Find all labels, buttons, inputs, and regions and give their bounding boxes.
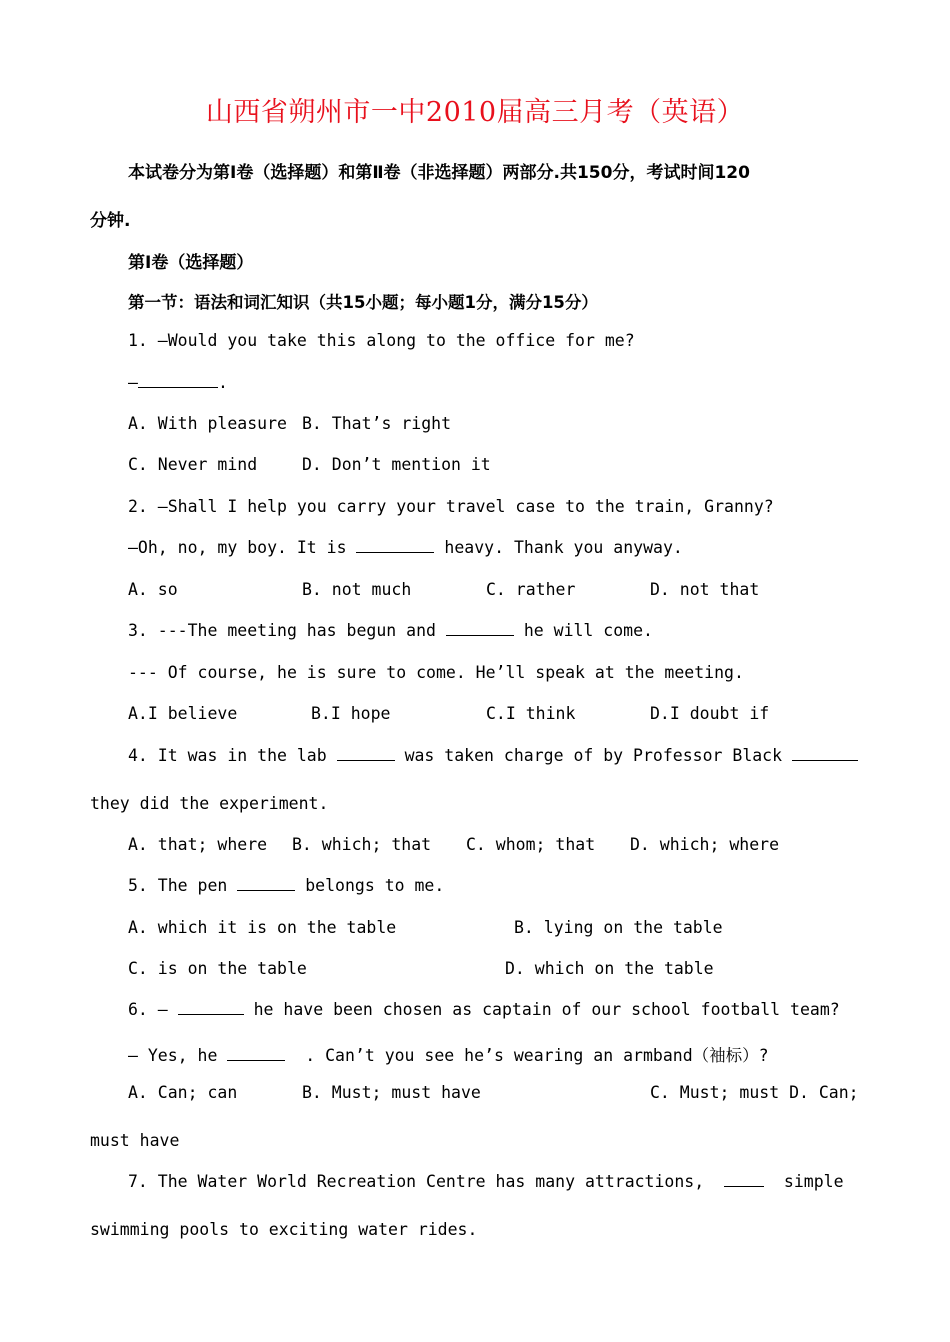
q5-option-a: A. which it is on the table (128, 918, 397, 937)
q2-option-c: C. rather (486, 580, 576, 599)
q2-option-a: A. so (128, 580, 178, 599)
part1-heading: 第Ⅰ卷（选择题） (128, 253, 254, 273)
q4-option-d: D. which; where (630, 835, 780, 854)
q2-reply: —Oh, no, my boy. It is heavy. Thank you anyway. (128, 538, 683, 557)
answer-blank (138, 373, 218, 388)
q6-reply: — Yes, he . Can’t you see he’s wearing an armband（袖标）? (128, 1046, 769, 1065)
q5-option-d: D. which on the table (505, 959, 714, 978)
q1-stem: 1. —Would you take this along to the office for me? (128, 331, 635, 350)
answer-blank (356, 538, 434, 553)
q6-option-d-cont: must have (90, 1131, 180, 1150)
intro-line-2: 分钟. (90, 211, 131, 231)
answer-blank (227, 1046, 285, 1061)
q6-stem: 6. — he have been chosen as captain of our school football team? (128, 1000, 840, 1019)
q6-option-b: B. Must; must have (302, 1083, 481, 1102)
q4-stem-cont: they did the experiment. (90, 794, 329, 813)
q3-option-b: B.I hope (311, 704, 391, 723)
q1-reply: — . (128, 373, 228, 392)
q2-option-d: D. not that (650, 580, 760, 599)
q3-option-d: D.I doubt if (650, 704, 770, 723)
page-title: 山西省朔州市一中2010届高三月考（英语） (205, 97, 745, 128)
q5-option-c: C. is on the table (128, 959, 307, 978)
q4-option-b: B. which; that (292, 835, 432, 854)
intro-line-1: 本试卷分为第Ⅰ卷（选择题）和第Ⅱ卷（非选择题）两部分.共150分，考试时间120 (128, 163, 750, 183)
q6-option-a: A. Can; can (128, 1083, 238, 1102)
q3-reply: --- Of course, he is sure to come. He’ll speak at the meeting. (128, 663, 744, 682)
answer-blank (792, 746, 858, 761)
answer-blank (178, 1000, 244, 1015)
answer-blank (446, 621, 514, 636)
q3-option-c: C.I think (486, 704, 576, 723)
q6-option-c-d: C. Must; must D. Can; (650, 1083, 859, 1102)
q2-stem: 2. —Shall I help you carry your travel case to the train, Granny? (128, 497, 774, 516)
q1-option-a: A. With pleasure (128, 414, 287, 433)
q4-option-c: C. whom; that (466, 835, 596, 854)
q2-option-b: B. not much (302, 580, 412, 599)
q1-option-c: C. Never mind (128, 455, 258, 474)
q1-option-d: D. Don’t mention it (302, 455, 491, 474)
q4-option-a: A. that; where (128, 835, 268, 854)
answer-blank (337, 746, 395, 761)
section1-heading: 第一节：语法和词汇知识（共15小题；每小题1分，满分15分） (128, 293, 598, 312)
q7-stem: 7. The Water World Recreation Centre has many attractions, simple (128, 1172, 844, 1191)
q7-stem-cont: swimming pools to exciting water rides. (90, 1220, 478, 1239)
answer-blank (237, 876, 295, 891)
q4-stem: 4. It was in the lab was taken charge of by Professor Black (128, 746, 862, 765)
answer-blank (724, 1172, 764, 1187)
q5-option-b: B. lying on the table (514, 918, 723, 937)
q1-option-b: B. That’s right (302, 414, 452, 433)
q3-stem: 3. ---The meeting has begun and he will come. (128, 621, 653, 640)
q3-option-a: A.I believe (128, 704, 238, 723)
q5-stem: 5. The pen belongs to me. (128, 876, 445, 895)
